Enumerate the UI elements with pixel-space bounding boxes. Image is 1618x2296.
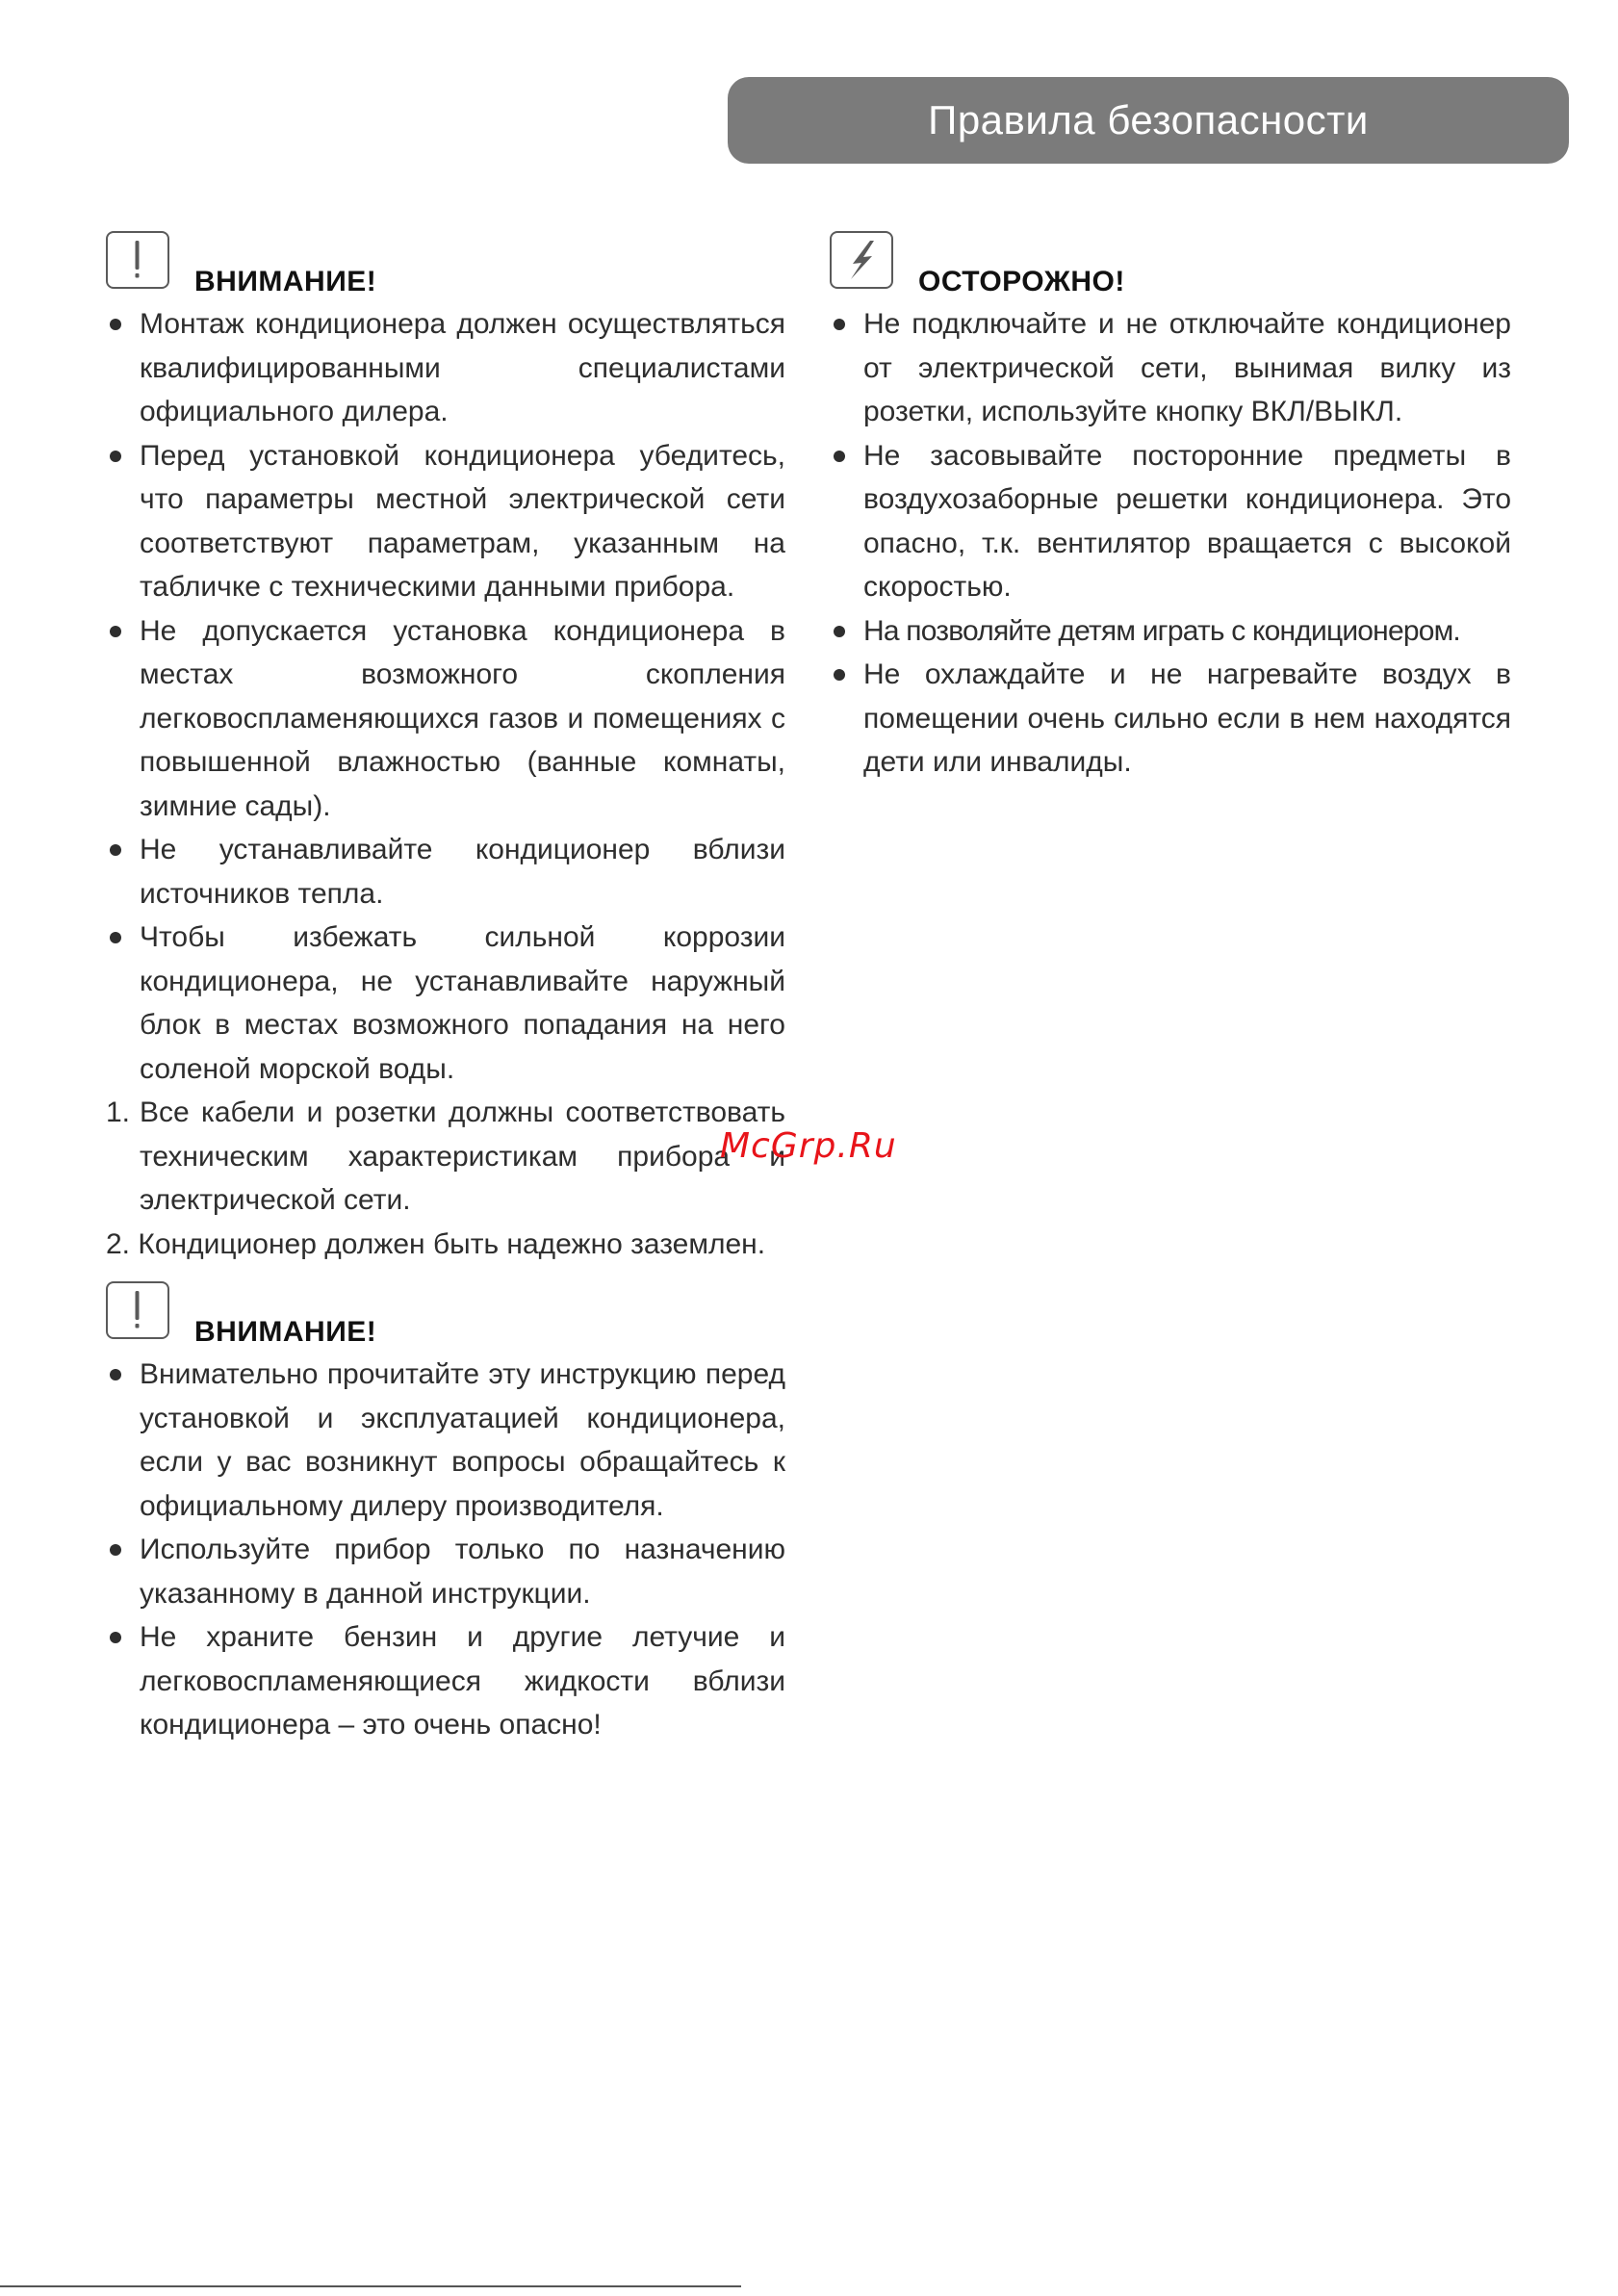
list-item [106,434,785,609]
list-item [106,302,785,434]
electric-shock-icon [830,231,893,289]
number-marker: 1. [106,1096,131,1128]
left-column [106,231,785,1747]
warning-list [106,302,785,1266]
list-item-text: Не допускается установка кондиционера в местах возможного скопления легковоспламеняющихся газов и помещениях с повышенной влажностью (ванные комнаты, зимние сады). [140,614,785,822]
section-title: ВНИМАНИЕ! [194,1316,377,1348]
numbered-item [106,1091,785,1223]
page-title: Правила безопасности [928,97,1369,142]
list-item-text: Перед установкой кондиционера убедитесь, что параметры местной электрической сети соответствуют параметрам, указанным на табличке с техническими данными прибора. [140,439,785,603]
list-item [106,1353,785,1528]
page-header-tab [728,77,1569,164]
list-item [830,302,1511,434]
list-item-text: Монтаж кондиционера должен осуществляться квалифицированными специалистами официального дилера. [140,308,785,427]
list-item-text: Не засовывайте посторонние предметы в воздухозаборные решетки кондиционера. Это опасно, т.к. вентилятор вращается с высокой скоростью. [863,439,1511,603]
exclamation-icon [106,231,169,289]
list-item-text: Все кабели и розетки должны соответствовать техническим характеристикам прибора и электрической сети. [140,1096,785,1216]
caution-list [830,302,1511,785]
list-item-text: Не охлаждайте и не нагревайте воздух в помещении очень сильно если в нем находятся дети или инвалиды. [863,658,1511,778]
number-marker: 2. [106,1227,131,1260]
list-item [830,653,1511,785]
list-item-text: Чтобы избежать сильной коррозии кондиционера, не устанавливайте наружный блок в местах возможного попадания на него соленой морской воды. [140,921,785,1085]
right-column [830,231,1511,785]
list-item-text: На позволяйте детям играть с кондиционером. [863,614,1460,647]
watermark-text: McGrp.Ru [720,1126,897,1166]
list-item-text: Кондиционер должен быть надежно заземлен. [138,1227,766,1260]
list-item-text: Не подключайте и не отключайте кондиционер от электрической сети, вынимая вилку из розетки, используйте кнопку ВКЛ/ВЫКЛ. [863,308,1511,427]
list-item-text: Не устанавливайте кондиционер вблизи источников тепла. [140,834,785,910]
list-item [106,1615,785,1747]
exclamation-icon [106,1281,169,1339]
list-item-text: Внимательно прочитайте эту инструкцию перед установкой и эксплуатацией кондиционера, если у вас возникнут вопросы обращайтесь к официальному дилеру производителя. [140,1358,785,1522]
numbered-item [106,1223,785,1267]
list-item-text: Не храните бензин и другие летучие и легковоспламеняющиеся жидкости вблизи кондиционера – это очень опасно! [140,1621,785,1741]
list-item [106,828,785,916]
footer-divider [0,2285,741,2287]
list-item-text: Используйте прибор только по назначению указанному в данной инструкции. [140,1534,785,1610]
list-item [830,609,1511,654]
warning-list [106,1353,785,1747]
list-item [106,916,785,1091]
list-item [106,1528,785,1615]
section-title: ОСТОРОЖНО! [918,266,1125,297]
section-title: ВНИМАНИЕ! [194,266,377,297]
warning-section-header [106,1281,785,1353]
list-item [106,609,785,829]
warning-section-header [106,231,785,302]
list-item [830,434,1511,609]
caution-section-header [830,231,1511,302]
